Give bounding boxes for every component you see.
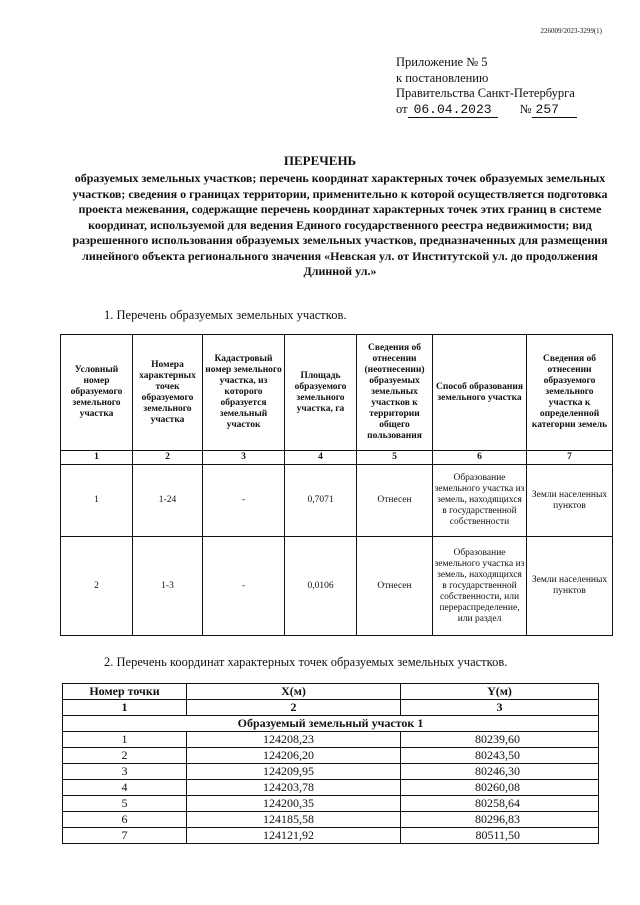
- table-header-row: [61, 335, 613, 451]
- column-index: 1: [63, 700, 187, 716]
- land-plots-table: [60, 334, 613, 636]
- y-coordinate: 80243,50: [401, 748, 599, 764]
- column-header: Номер точки: [63, 684, 187, 700]
- column-index: 1: [61, 451, 133, 465]
- table-cell: 2: [61, 537, 133, 636]
- x-coordinate: 124206,20: [187, 748, 401, 764]
- table-cell: 0,7071: [285, 465, 357, 537]
- x-coordinate: 124185,58: [187, 812, 401, 828]
- column-index: 4: [285, 451, 357, 465]
- table-row: [63, 748, 599, 764]
- appendix-line: Правительства Санкт-Петербурга: [396, 86, 575, 100]
- column-header: Y(м): [401, 684, 599, 700]
- y-coordinate: 80511,50: [401, 828, 599, 844]
- x-coordinate: 124203,78: [187, 780, 401, 796]
- column-index: 5: [357, 451, 433, 465]
- table-row: [61, 465, 613, 537]
- number-label: №: [519, 101, 532, 116]
- table-cell: 1-3: [133, 537, 203, 636]
- column-index: 3: [203, 451, 285, 465]
- appendix-line: Приложение № 5: [396, 55, 488, 69]
- column-header: Сведения об отнесении (неотнесении) образуемых земельных участков к территории общего пользования: [357, 335, 433, 451]
- table-cell: 1: [61, 465, 133, 537]
- point-number: 2: [63, 748, 187, 764]
- x-coordinate: 124200,35: [187, 796, 401, 812]
- table-header-row: [63, 684, 599, 700]
- point-number: 3: [63, 764, 187, 780]
- table-row: [63, 812, 599, 828]
- from-label: от: [396, 101, 408, 116]
- table-row: [61, 537, 613, 636]
- coordinates-table: [62, 683, 599, 844]
- column-header: Сведения об отнесении образуемого земельного участка к определенной категории земель: [527, 335, 613, 451]
- document-title: ПЕРЕЧЕНЬ: [283, 153, 357, 168]
- column-header: Способ образования земельного участка: [433, 335, 527, 451]
- column-index: 2: [133, 451, 203, 465]
- y-coordinate: 80246,30: [401, 764, 599, 780]
- table-cell: Отнесен: [357, 537, 433, 636]
- document-subtitle: образуемых земельных участков; перечень координат характерных точек образуемых земельных участков; сведения о границах территории, применительно к которой осуществляется подготовка проекта межевания, содержащие перечень координат характерных точек этих границ в системе координат, используемой для ведения Единого государственного реестра недвижимости; вид разрешенного использования образуемых земельных участков, предназначенных для размещения линейного объекта регионального значения «Невская ул. от Институтской ул. до продолжения Длинной ул.»: [72, 171, 608, 278]
- appendix-line: к постановлению: [396, 70, 489, 85]
- column-header: Номера характерных точек образуемого земельного участка: [133, 335, 203, 451]
- column-header: X(м): [187, 684, 401, 700]
- section-1-heading: 1. Перечень образуемых земельных участков.: [104, 308, 347, 322]
- column-index: 3: [401, 700, 599, 716]
- y-coordinate: 80260,08: [401, 780, 599, 796]
- column-index-row: [63, 700, 599, 716]
- table-row: [63, 828, 599, 844]
- point-number: 4: [63, 780, 187, 796]
- y-coordinate: 80296,83: [401, 812, 599, 828]
- point-number: 6: [63, 812, 187, 828]
- point-number: 1: [63, 732, 187, 748]
- section-2-heading: 2. Перечень координат характерных точек образуемых земельных участков.: [104, 655, 508, 669]
- x-coordinate: 124208,23: [187, 732, 401, 748]
- column-index: 2: [187, 700, 401, 716]
- group-title: Образуемый земельный участок 1: [63, 716, 599, 732]
- column-index: 7: [527, 451, 613, 465]
- y-coordinate: 80239,60: [401, 732, 599, 748]
- table-cell: -: [203, 537, 285, 636]
- group-row: [63, 716, 599, 732]
- point-number: 7: [63, 828, 187, 844]
- table-cell: -: [203, 465, 285, 537]
- document-id: 226009/2023-3299(1): [540, 27, 602, 35]
- table-cell: Образование земельного участка из земель, находящихся в государственной собственности, или перераспределение, или раздел: [433, 537, 527, 636]
- table-row: [63, 780, 599, 796]
- column-header: Условный номер образуемого земельного участка: [61, 335, 133, 451]
- decree-number: 257: [532, 102, 577, 119]
- table-cell: 0,0106: [285, 537, 357, 636]
- table-row: [63, 732, 599, 748]
- appendix-date-line: [396, 102, 577, 119]
- column-index: 6: [433, 451, 527, 465]
- appendix-header: [396, 55, 577, 118]
- table-cell: Земли населенных пунктов: [527, 465, 613, 537]
- x-coordinate: 124209,95: [187, 764, 401, 780]
- column-header: Площадь образуемого земельного участка, га: [285, 335, 357, 451]
- table-cell: 1-24: [133, 465, 203, 537]
- table-row: [63, 796, 599, 812]
- table-cell: Отнесен: [357, 465, 433, 537]
- x-coordinate: 124121,92: [187, 828, 401, 844]
- table-cell: Образование земельного участка из земель, находящихся в государственной собственности: [433, 465, 527, 537]
- table-row: [63, 764, 599, 780]
- column-header: Кадастровый номер земельного участка, из которого образуется земельный участок: [203, 335, 285, 451]
- column-index-row: [61, 451, 613, 465]
- y-coordinate: 80258,64: [401, 796, 599, 812]
- point-number: 5: [63, 796, 187, 812]
- decree-date: 06.04.2023: [408, 102, 498, 119]
- table-cell: Земли населенных пунктов: [527, 537, 613, 636]
